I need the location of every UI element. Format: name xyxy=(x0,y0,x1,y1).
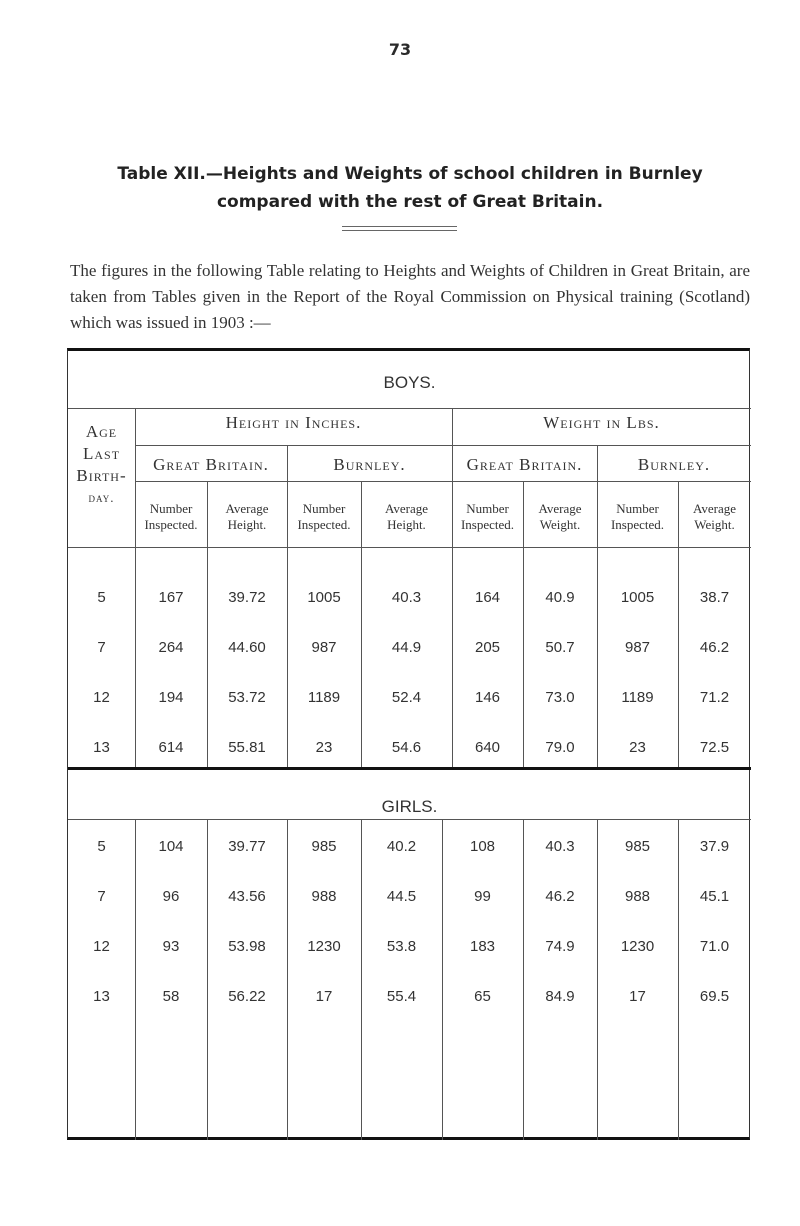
boys-row-3-cell-5: 52.4 xyxy=(391,689,422,706)
col-rule xyxy=(523,819,524,1140)
table-title: Table XII.—Heights and Weights of school children in Burnley compared with the rest of Great Britain. xyxy=(117,164,703,212)
col-rule xyxy=(597,445,598,767)
boys-row-1-cell-9: 38.7 xyxy=(699,589,730,606)
boys-row-2-cell-3: 44.60 xyxy=(228,639,266,656)
girls-row-1-cell-1: 5 xyxy=(97,838,106,855)
girls-row-2-cell-5: 44.5 xyxy=(386,888,417,905)
boys-row-2-cell-6: 205 xyxy=(474,639,501,656)
girls-row-4-cell-5: 55.4 xyxy=(386,988,417,1005)
girls-row-3-cell-2: 93 xyxy=(162,938,180,955)
girls-row-3-cell-4: 1230 xyxy=(307,938,341,955)
girls-row-4-cell-8: 17 xyxy=(629,988,646,1005)
girls-row-1-cell-6: 108 xyxy=(469,838,496,855)
girls-row-4-cell-4: 17 xyxy=(315,988,333,1005)
col-header-number-inspected: Number Inspected. xyxy=(610,501,665,532)
girls-row-2-cell-8: 988 xyxy=(624,888,651,905)
girls-row-3-cell-8: 1230 xyxy=(620,938,655,955)
boys-row-2-cell-2: 264 xyxy=(158,639,184,656)
age-header: Age Last Birth- day. xyxy=(76,422,127,505)
girls-row-1-cell-3: 39.77 xyxy=(228,838,266,855)
boys-row-2-cell-4: 987 xyxy=(311,639,337,656)
girls-row-4-cell-7: 84.9 xyxy=(545,988,575,1005)
col-header-average-weight: Average Weight. xyxy=(538,501,582,532)
girls-row-4-cell-9: 69.5 xyxy=(699,988,730,1005)
boys-row-4-cell-3: 55.81 xyxy=(228,739,266,756)
girls-row-4-cell-2: 58 xyxy=(162,988,180,1005)
boys-row-4-cell-7: 79.0 xyxy=(545,739,575,756)
girls-row-4-cell-1: 13 xyxy=(93,988,110,1005)
girls-header-rule xyxy=(68,819,751,820)
girls-row-1-cell-7: 40.3 xyxy=(545,838,575,855)
boys-row-1-cell-8: 1005 xyxy=(620,589,655,606)
height-header: Height in Inches. xyxy=(225,413,362,432)
col-rule xyxy=(135,819,136,1140)
boys-row-2-cell-9: 46.2 xyxy=(699,639,730,656)
girls-row-1-cell-9: 37.9 xyxy=(699,838,730,855)
col-rule xyxy=(287,445,288,767)
boys-row-1-cell-4: 1005 xyxy=(307,589,341,606)
col-rule xyxy=(287,819,288,1140)
girls-row-2-cell-4: 988 xyxy=(311,888,337,905)
boys-row-1-cell-7: 40.9 xyxy=(545,589,575,606)
girls-row-3-cell-1: 12 xyxy=(93,938,110,955)
col-rule xyxy=(597,819,598,1140)
weight-burnley-header: Burnley. xyxy=(637,455,711,474)
intro-paragraph: The figures in the following Table relating to Heights and Weights of Children in Great Britain, are taken from Tables given in the Report of the Royal Commission on Physical training (Scotland) which was issued in 1903 :— xyxy=(70,261,750,332)
boys-row-4-cell-9: 72.5 xyxy=(699,739,730,756)
boys-girls-divider xyxy=(68,767,751,770)
boys-row-1-cell-5: 40.3 xyxy=(391,589,422,606)
col-rule xyxy=(361,819,362,1140)
header-rule xyxy=(68,408,751,409)
group-rule xyxy=(135,445,751,446)
title-rule-bottom xyxy=(342,230,457,231)
boys-row-2-cell-5: 44.9 xyxy=(391,639,422,656)
boys-row-4-cell-1: 13 xyxy=(93,739,110,756)
boys-row-4-cell-5: 54.6 xyxy=(391,739,422,756)
girls-row-2-cell-3: 43.56 xyxy=(228,888,266,905)
girls-row-1-cell-2: 104 xyxy=(158,838,184,855)
height-great-britain-header: Great Britain. xyxy=(153,455,269,474)
col-header-average-weight: Average Weight. xyxy=(692,501,737,532)
boys-row-3-cell-8: 1189 xyxy=(621,689,654,706)
boys-row-2-cell-7: 50.7 xyxy=(545,639,575,656)
girls-section-label: GIRLS. xyxy=(381,797,438,816)
col-header-number-inspected: Number Inspected. xyxy=(297,501,351,532)
title-rule-top xyxy=(342,226,457,227)
girls-row-2-cell-2: 96 xyxy=(162,888,180,905)
boys-row-2-cell-1: 7 xyxy=(97,639,106,656)
boys-row-4-cell-2: 614 xyxy=(158,739,184,756)
height-burnley-header: Burnley. xyxy=(333,455,406,474)
boys-row-3-cell-2: 194 xyxy=(158,689,184,706)
col-rule xyxy=(678,819,679,1140)
boys-row-1-cell-1: 5 xyxy=(97,589,106,606)
col-header-number-inspected: Number Inspected. xyxy=(144,501,198,532)
girls-row-3-cell-9: 71.0 xyxy=(699,938,730,955)
boys-row-3-cell-4: 1189 xyxy=(307,689,341,706)
boys-row-1-cell-3: 39.72 xyxy=(228,589,266,606)
boys-row-1-cell-2: 167 xyxy=(158,589,184,606)
boys-row-3-cell-6: 146 xyxy=(474,689,501,706)
boys-row-4-cell-4: 23 xyxy=(315,739,333,756)
col-rule xyxy=(207,819,208,1140)
weight-great-britain-header: Great Britain. xyxy=(466,455,583,474)
girls-row-1-cell-4: 985 xyxy=(311,838,337,855)
girls-row-3-cell-5: 53.8 xyxy=(386,938,417,955)
girls-row-2-cell-1: 7 xyxy=(97,888,106,905)
col-header-average-height: Average Height. xyxy=(384,501,429,532)
subgroup-rule xyxy=(135,481,751,482)
girls-row-1-cell-5: 40.2 xyxy=(386,838,417,855)
boys-row-3-cell-3: 53.72 xyxy=(228,689,266,706)
boys-row-3-cell-9: 71.2 xyxy=(699,689,730,706)
girls-row-4-cell-3: 56.22 xyxy=(228,988,266,1005)
column-header-rule xyxy=(68,547,751,548)
girls-row-1-cell-8: 985 xyxy=(624,838,651,855)
boys-row-4-cell-6: 640 xyxy=(474,739,501,756)
col-rule xyxy=(442,819,443,1140)
boys-section-label: BOYS. xyxy=(383,373,436,392)
heights-weights-table xyxy=(67,348,750,1140)
weight-header: Weight in Lbs. xyxy=(543,413,660,432)
col-header-average-height: Average Height. xyxy=(225,501,269,532)
girls-row-2-cell-9: 45.1 xyxy=(699,888,730,905)
girls-row-4-cell-6: 65 xyxy=(474,988,491,1005)
girls-row-3-cell-6: 183 xyxy=(469,938,496,955)
col-header-number-inspected: Number Inspected. xyxy=(460,501,515,532)
girls-row-2-cell-6: 99 xyxy=(474,888,491,905)
page-number: 73 xyxy=(388,40,412,59)
girls-row-3-cell-3: 53.98 xyxy=(228,938,266,955)
girls-row-3-cell-7: 74.9 xyxy=(545,938,575,955)
girls-row-2-cell-7: 46.2 xyxy=(545,888,575,905)
boys-row-1-cell-6: 164 xyxy=(474,589,501,606)
boys-row-3-cell-7: 73.0 xyxy=(545,689,575,706)
boys-row-4-cell-8: 23 xyxy=(629,739,646,756)
boys-row-3-cell-1: 12 xyxy=(93,689,110,706)
boys-row-2-cell-8: 987 xyxy=(624,639,651,656)
